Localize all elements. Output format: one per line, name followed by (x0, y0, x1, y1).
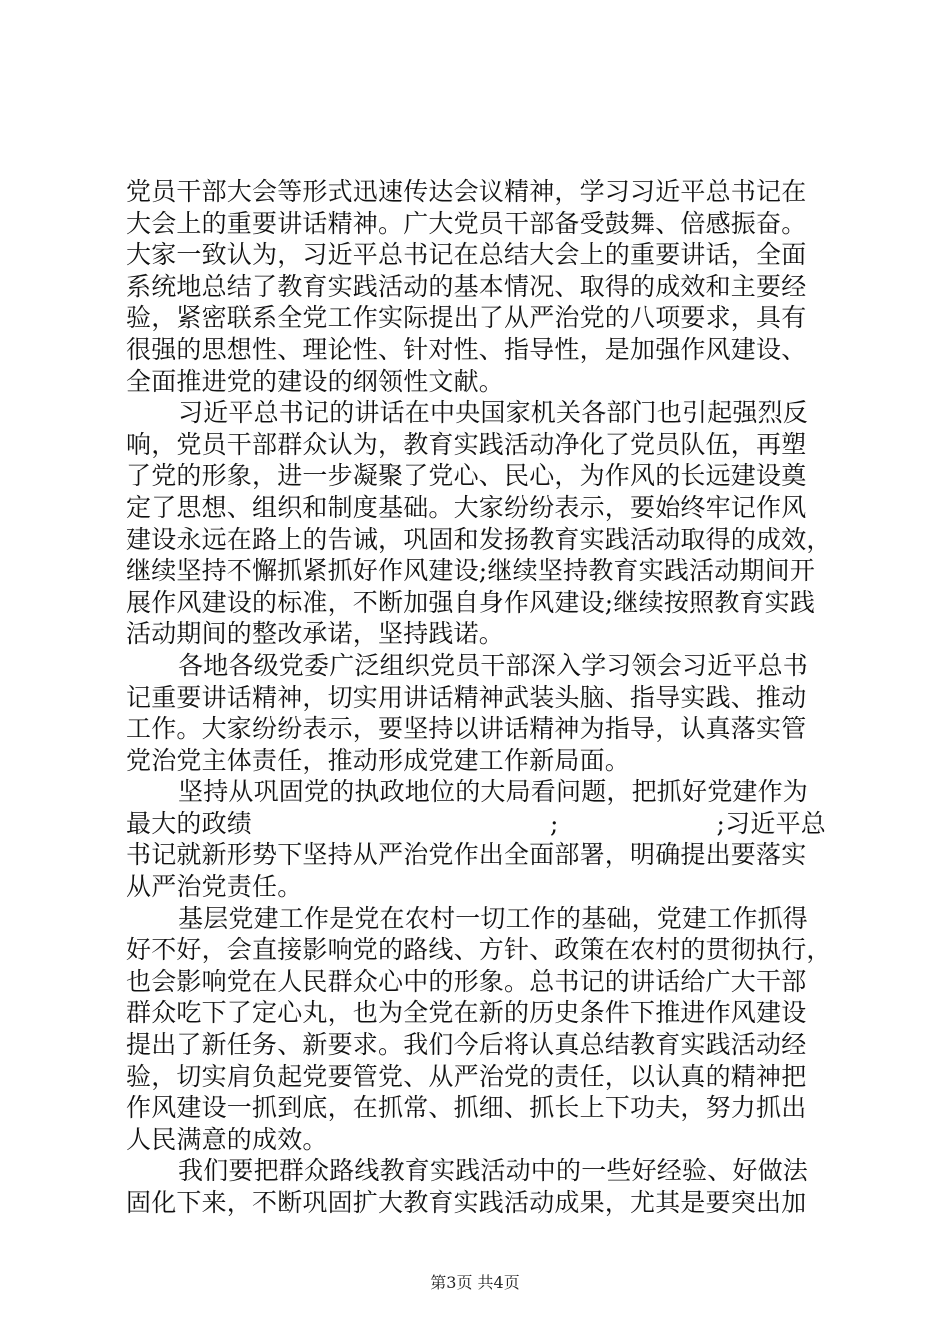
text-line: 党员干部大会等形式迅速传达会议精神，学习习近平总书记在 (126, 177, 807, 206)
text-line: 作风建设一抓到底，在抓常、抓细、抓长上下功夫，努力抓出 (126, 1093, 807, 1123)
text-line: 了党的形象，进一步凝聚了党心、民心，为作风的长远建设奠 (126, 461, 807, 491)
text-line: 坚持从巩固党的执政地位的大局看问题，把抓好党建作为 (178, 777, 809, 807)
text-line: 基层党建工作是党在农村一切工作的基础，党建工作抓得 (178, 903, 809, 933)
text-line: 人民满意的成效。 (126, 1124, 328, 1154)
text-line: 习近平总书记的讲话在中央国家机关各部门也引起强烈反 (178, 398, 809, 428)
text-line: 响，党员干部群众认为，教育实践活动净化了党员队伍，再塑 (126, 429, 807, 459)
text-line: 大会上的重要讲话精神。广大党员干部备受鼓舞、倍感振奋。 (126, 208, 807, 238)
text-line: 定了思想、组织和制度基础。大家纷纷表示，要始终牢记作风 (126, 492, 807, 522)
text-line: 好不好，会直接影响党的路线、方针、政策在农村的贯彻执行， (126, 935, 832, 965)
paragraph-6 (126, 1155, 826, 1218)
text-line: 提出了新任务、新要求。我们今后将认真总结教育实践活动经 (126, 1030, 807, 1060)
paragraph-2 (126, 397, 832, 650)
text-line: 党治党主体责任，推动形成党建工作新局面。 (126, 745, 631, 775)
text-line: 大家一致认为，习近平总书记在总结大会上的重要讲话，全面 (126, 240, 807, 270)
text-line: 也会影响党在人民群众心中的形象。总书记的讲话给广大干部 (126, 966, 807, 996)
text-line: 建设永远在路上的告诫，巩固和发扬教育实践活动取得的成效， (126, 524, 832, 554)
text-line: 记重要讲话精神，切实用讲话精神武装头脑、指导实践、推动 (126, 682, 807, 712)
text-line: 从严治党责任。 (126, 872, 303, 902)
text-line: 各地各级党委广泛组织党员干部深入学习领会习近平总书 (178, 650, 809, 680)
paragraph-1 (126, 176, 826, 397)
text-line: 群众吃下了定心丸，也为全党在新的历史条件下推进作风建设 (126, 998, 807, 1028)
text-line: 验，切实肩负起党要管党、从严治党的责任，以认真的精神把 (126, 1061, 807, 1091)
text-line: 书记就新形势下坚持从严治党作出全面部署，明确提出要落实 (126, 840, 807, 870)
text-line: 固化下来，不断巩固扩大教育实践活动成果，尤其是要突出加 (126, 1188, 807, 1217)
paragraph-3 (126, 650, 826, 776)
text-line: 验，紧密联系全党工作实际提出了从严治党的八项要求，具有 (126, 303, 807, 333)
text-segment: 最大的政绩 (126, 808, 253, 838)
text-line: 系统地总结了教育实践活动的基本情况、取得的成效和主要经 (126, 271, 807, 301)
text-line-with-gaps (126, 808, 826, 840)
text-line: 活动期间的整改承诺，坚持践诺。 (126, 619, 505, 649)
text-segment: ; (549, 808, 559, 838)
text-line: 全面推进党的建设的纲领性文献。 (126, 366, 505, 396)
document-body (126, 176, 832, 1219)
text-line: 很强的思想性、理论性、针对性、指导性，是加强作风建设、 (126, 334, 807, 364)
page-number-footer: 第3页 共4页 (430, 1273, 520, 1292)
text-line: 我们要把群众路线教育实践活动中的一些好经验、好做法 (178, 1156, 809, 1186)
paragraph-4 (126, 776, 826, 902)
paragraph-5 (126, 903, 832, 1156)
text-line: 工作。大家纷纷表示，要坚持以讲话精神为指导，认真落实管 (126, 714, 807, 744)
text-segment: ;习近平总 (716, 808, 826, 838)
text-line: 展作风建设的标准，不断加强自身作风建设;继续按照教育实践 (126, 587, 816, 617)
text-line: 继续坚持不懈抓紧抓好作风建设;继续坚持教育实践活动期间开 (126, 556, 816, 586)
